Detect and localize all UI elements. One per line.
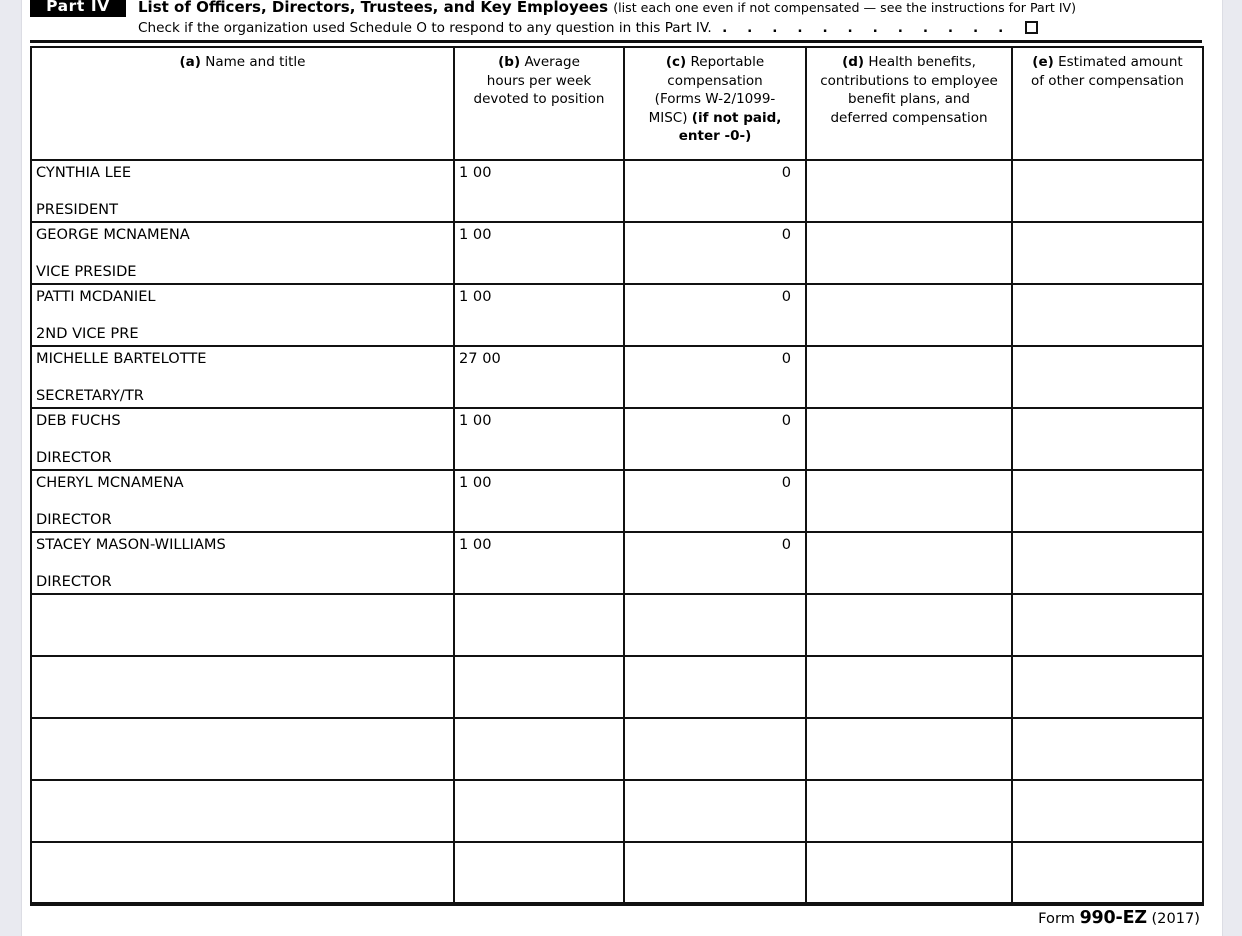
officer-title: PRESIDENT xyxy=(36,201,119,218)
cell-average-hours[interactable] xyxy=(454,594,624,656)
cell-name-title[interactable] xyxy=(31,594,454,656)
part-iv-heading-note: (list each one even if not compensated — see the instructions for Part IV) xyxy=(613,0,1077,15)
cell-average-hours[interactable] xyxy=(454,222,624,284)
footer-form-number: 990-EZ xyxy=(1079,908,1147,928)
cell-health-benefits[interactable] xyxy=(806,408,1012,470)
form-page xyxy=(22,0,1222,936)
cell-reportable-compensation[interactable] xyxy=(624,222,806,284)
cell-average-hours[interactable] xyxy=(454,718,624,780)
table-row-empty xyxy=(31,842,1203,904)
cell-reportable-compensation[interactable] xyxy=(624,780,806,842)
column-letter-a: (a) xyxy=(179,54,201,70)
cell-other-compensation[interactable] xyxy=(1012,594,1203,656)
reportable-compensation-value: 0 xyxy=(781,536,791,553)
cell-health-benefits[interactable] xyxy=(806,284,1012,346)
cell-reportable-compensation[interactable] xyxy=(624,532,806,594)
schedule-o-checkbox[interactable] xyxy=(1025,21,1038,34)
table-row xyxy=(31,284,1203,346)
table-row xyxy=(31,470,1203,532)
cell-other-compensation[interactable] xyxy=(1012,346,1203,408)
cell-health-benefits[interactable] xyxy=(806,780,1012,842)
cell-name-title[interactable] xyxy=(31,842,454,904)
form-footer xyxy=(1038,908,1200,928)
cell-name-title[interactable] xyxy=(31,470,454,532)
cell-other-compensation[interactable] xyxy=(1012,780,1203,842)
table-row-empty xyxy=(31,656,1203,718)
cell-reportable-compensation[interactable] xyxy=(624,656,806,718)
cell-name-title[interactable] xyxy=(31,718,454,780)
cell-reportable-compensation[interactable] xyxy=(624,594,806,656)
cell-average-hours[interactable] xyxy=(454,656,624,718)
cell-average-hours[interactable] xyxy=(454,470,624,532)
cell-average-hours[interactable] xyxy=(454,346,624,408)
table-body xyxy=(31,160,1203,904)
table-row xyxy=(31,222,1203,284)
cell-name-title[interactable] xyxy=(31,408,454,470)
average-hours-value: 1 00 xyxy=(459,164,492,181)
average-hours-value: 1 00 xyxy=(459,536,492,553)
part-iv-banner xyxy=(30,0,1202,42)
average-hours-value: 27 00 xyxy=(459,350,501,367)
reportable-compensation-value: 0 xyxy=(781,350,791,367)
table-row xyxy=(31,532,1203,594)
cell-health-benefits[interactable] xyxy=(806,656,1012,718)
cell-health-benefits[interactable] xyxy=(806,222,1012,284)
column-text-c-bold: (if not paid, enter -0-) xyxy=(678,109,782,144)
cell-average-hours[interactable] xyxy=(454,532,624,594)
reportable-compensation-value: 0 xyxy=(781,164,791,181)
officer-name: MICHELLE BARTELOTTE xyxy=(36,350,207,367)
officer-name: GEORGE MCNAMENA xyxy=(36,226,190,243)
cell-average-hours[interactable] xyxy=(454,842,624,904)
cell-other-compensation[interactable] xyxy=(1012,532,1203,594)
column-text-d: Health benefits, contributions to employee benefit plans, and deferred compensation xyxy=(820,54,998,126)
column-letter-d: (d) xyxy=(842,54,865,70)
column-letter-e: (e) xyxy=(1032,54,1054,70)
cell-other-compensation[interactable] xyxy=(1012,284,1203,346)
table-row-empty xyxy=(31,780,1203,842)
cell-name-title[interactable] xyxy=(31,160,454,222)
officer-title: DIRECTOR xyxy=(36,449,112,466)
cell-other-compensation[interactable] xyxy=(1012,222,1203,284)
table-row xyxy=(31,346,1203,408)
cell-health-benefits[interactable] xyxy=(806,160,1012,222)
column-text-b: Average hours per week devoted to position xyxy=(473,54,605,107)
cell-health-benefits[interactable] xyxy=(806,718,1012,780)
cell-other-compensation[interactable] xyxy=(1012,160,1203,222)
part-iv-heading xyxy=(138,0,1076,16)
cell-name-title[interactable] xyxy=(31,222,454,284)
column-header-name-title xyxy=(31,47,454,160)
column-header-health-benefits xyxy=(806,47,1012,160)
average-hours-value: 1 00 xyxy=(459,412,492,429)
table-row xyxy=(31,160,1203,222)
schedule-o-check-line xyxy=(138,20,1202,42)
dot-leader: . . . . . . . . . . . . xyxy=(722,20,1011,36)
cell-reportable-compensation[interactable] xyxy=(624,470,806,532)
reportable-compensation-value: 0 xyxy=(781,474,791,491)
part-iv-heading-main: List of Officers, Directors, Trustees, and Key Employees xyxy=(138,0,609,16)
cell-health-benefits[interactable] xyxy=(806,842,1012,904)
average-hours-value: 1 00 xyxy=(459,288,492,305)
cell-other-compensation[interactable] xyxy=(1012,718,1203,780)
cell-reportable-compensation[interactable] xyxy=(624,160,806,222)
officer-title: VICE PRESIDE xyxy=(36,263,137,280)
officer-name: CYNTHIA LEE xyxy=(36,164,132,181)
cell-name-title[interactable] xyxy=(31,656,454,718)
average-hours-value: 1 00 xyxy=(459,474,492,491)
column-text-a: Name and title xyxy=(205,54,306,70)
cell-average-hours[interactable] xyxy=(454,160,624,222)
footer-prefix: Form xyxy=(1038,910,1075,927)
cell-name-title[interactable] xyxy=(31,284,454,346)
column-text-c: Reportable compensation (Forms W-2/1099- MISC) xyxy=(648,54,776,126)
schedule-o-check-label: Check if the organization used Schedule O to respond to any question in this Part IV. xyxy=(138,20,712,36)
column-header-other-compensation xyxy=(1012,47,1203,160)
cell-name-title[interactable] xyxy=(31,780,454,842)
officer-title: DIRECTOR xyxy=(36,573,112,590)
officer-name: CHERYL MCNAMENA xyxy=(36,474,184,491)
average-hours-value: 1 00 xyxy=(459,226,492,243)
cell-reportable-compensation[interactable] xyxy=(624,346,806,408)
cell-average-hours[interactable] xyxy=(454,408,624,470)
officer-name: STACEY MASON-WILLIAMS xyxy=(36,536,226,553)
cell-reportable-compensation[interactable] xyxy=(624,284,806,346)
banner-divider xyxy=(30,40,1202,43)
reportable-compensation-value: 0 xyxy=(781,226,791,243)
cell-other-compensation[interactable] xyxy=(1012,842,1203,904)
column-text-e: Estimated amount of other compensation xyxy=(1031,54,1184,89)
column-header-average-hours xyxy=(454,47,624,160)
table-header-row xyxy=(31,47,1203,160)
cell-health-benefits[interactable] xyxy=(806,594,1012,656)
cell-average-hours[interactable] xyxy=(454,284,624,346)
column-letter-c: (c) xyxy=(665,54,687,70)
officer-title: SECRETARY/TR xyxy=(36,387,144,404)
column-letter-b: (b) xyxy=(498,54,521,70)
column-header-reportable-compensation xyxy=(624,47,806,160)
cell-health-benefits[interactable] xyxy=(806,346,1012,408)
reportable-compensation-value: 0 xyxy=(781,288,791,305)
reportable-compensation-value: 0 xyxy=(781,412,791,429)
officer-title: 2ND VICE PRE xyxy=(36,325,139,342)
officer-name: DEB FUCHS xyxy=(36,412,121,429)
cell-average-hours[interactable] xyxy=(454,780,624,842)
cell-name-title[interactable] xyxy=(31,346,454,408)
cell-reportable-compensation[interactable] xyxy=(624,842,806,904)
table-row-empty xyxy=(31,594,1203,656)
table-row-empty xyxy=(31,718,1203,780)
officer-name: PATTI MCDANIEL xyxy=(36,288,156,305)
cell-other-compensation[interactable] xyxy=(1012,408,1203,470)
officer-title: DIRECTOR xyxy=(36,511,112,528)
cell-other-compensation[interactable] xyxy=(1012,656,1203,718)
table-row xyxy=(31,408,1203,470)
part-number-tag: Part IV xyxy=(30,0,126,17)
footer-year: (2017) xyxy=(1151,910,1200,927)
cell-reportable-compensation[interactable] xyxy=(624,408,806,470)
officers-table xyxy=(30,46,1204,906)
cell-name-title[interactable] xyxy=(31,532,454,594)
cell-other-compensation[interactable] xyxy=(1012,470,1203,532)
cell-health-benefits[interactable] xyxy=(806,532,1012,594)
cell-reportable-compensation[interactable] xyxy=(624,718,806,780)
cell-health-benefits[interactable] xyxy=(806,470,1012,532)
